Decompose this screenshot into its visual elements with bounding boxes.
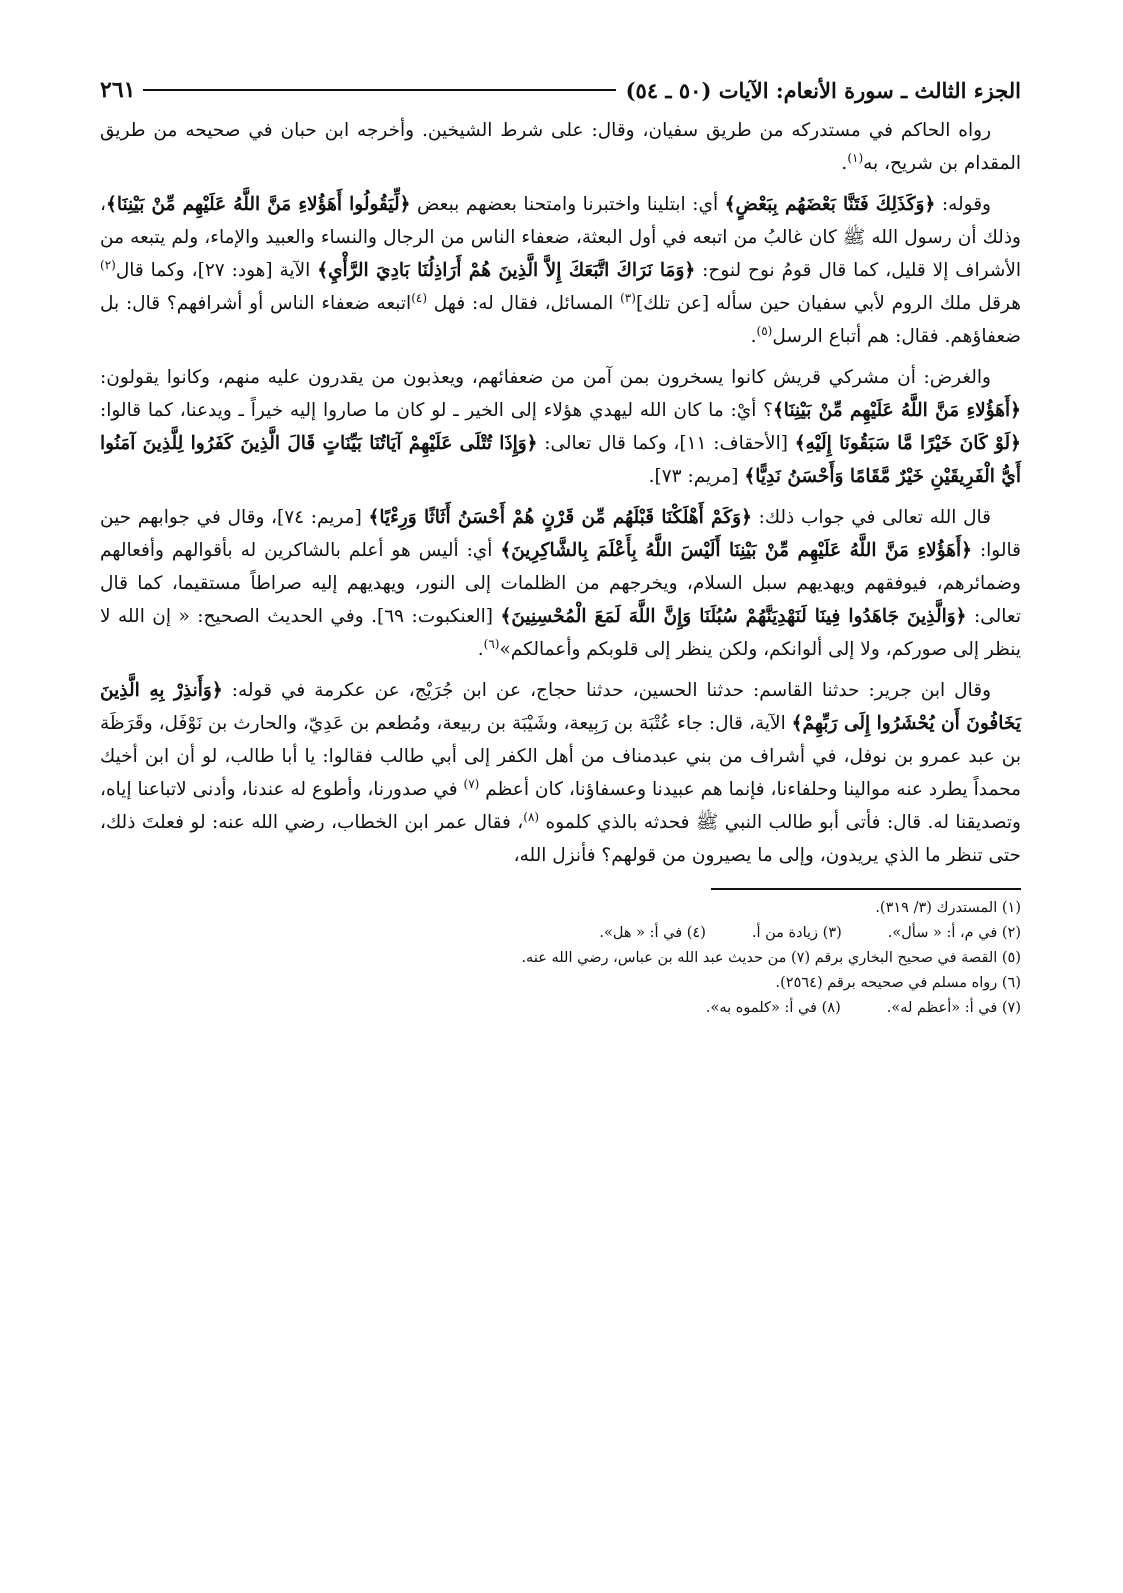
text-run: [الأحقاف: ١١]، وكما قال تعالى:	[537, 433, 795, 454]
footnote: (٨) في أ: «كلموه به».	[705, 1000, 841, 1016]
paragraph	[100, 114, 1021, 180]
footnote-row	[100, 971, 1021, 996]
text-run: .	[477, 639, 484, 660]
footnote-marker: (٤)	[411, 290, 428, 305]
text-run: .	[750, 326, 757, 347]
quran-quote: ﴿أَهَؤُلاءِ مَنَّ اللَّهُ عَلَيْهِم مِّنْ بَيْنِنَا أَلَيْسَ اللَّهُ بِأَعْلَمَ بِالشَّاكِرِينَ﴾	[500, 540, 972, 561]
paragraph	[100, 188, 1021, 353]
text-run: المسائل، فقال له: فهل	[427, 293, 621, 314]
paragraph	[100, 674, 1021, 872]
header-rule	[143, 89, 615, 91]
text-run: [مريم: ٧٤]، وقال في جوابهم حين قالوا:	[100, 507, 1021, 561]
footnote-marker: (١)	[847, 150, 864, 165]
footnote: (٣) زيادة من أ.	[751, 925, 842, 941]
footnote-row	[100, 996, 1021, 1021]
paragraph	[100, 361, 1021, 493]
quran-quote: ﴿أَهَؤُلاءِ مَنَّ اللَّهُ عَلَيْهِم مِّنْ بَيْنِنَا﴾	[772, 400, 1021, 421]
text-run: ، وذلك أن رسول الله ﷺ كان غالبُ من اتبعه في أول البعثة، ضعفاء الناس من الرجال والنساء والعبيد والإماء، ولم يتبعه من الأشراف إلا قليل، كما قال قومُ نوح لنوح:	[100, 194, 1022, 281]
body-text	[100, 114, 1021, 872]
text-run: هرقل ملك الروم لأبي سفيان حين سأله [عن تلك]	[635, 293, 1021, 314]
quran-quote: ﴿وَمَا نَرَاكَ اتَّبَعَكَ إِلاَّ الَّذِينَ هُمْ أَرَاذِلُنَا بَادِيَ الرَّأْيِ﴾	[317, 260, 696, 281]
footnote-marker: (٥)	[756, 323, 773, 338]
footnote-marker: (٦)	[483, 636, 500, 651]
book-page	[100, 72, 1021, 1553]
footnote-row	[100, 946, 1021, 971]
text-run: [العنكبوت: ٦٩]. وفي الحديث الصحيح: « إن الله لا ينظر إلى صوركم، ولا إلى ألوانكم، ولكن ينظر إلى قلوبكم وأعمالكم»	[100, 606, 1021, 660]
footnote-row	[100, 896, 1021, 921]
quran-quote: ﴿وَأَنذِرْ بِهِ الَّذِينَ يَخَافُونَ أَن يُحْشَرُوا إِلَى رَبِّهِمْ﴾	[100, 680, 1021, 734]
text-run: قال الله تعالى في جواب ذلك:	[751, 507, 992, 528]
footnotes	[100, 896, 1021, 1021]
paragraph	[100, 501, 1021, 666]
text-run: والغرض: أن مشركي قريش كانوا يسخرون بمن آمن من ضعفائهم، ويعذبون من يقدرون عليه منهم، وكانوا يقولون:	[100, 367, 991, 388]
text-run: [مريم: ٧٣].	[648, 466, 745, 487]
quran-quote: ﴿لِّيَقُولُوا أَهَؤُلاءِ مَنَّ اللَّهُ عَلَيْهِم مِّنْ بَيْنِنَا﴾	[105, 194, 411, 215]
text-run: رواه الحاكم في مستدركه من طريق سفيان، وقال: على شرط الشيخين. وأخرجه ابن حبان في صحيحه من طريق المقدام بن شريح، به	[100, 120, 1021, 174]
footnote: (٥) القصة في صحيح البخاري برقم (٧) من حديث عبد الله بن عباس، رضي الله عنه.	[521, 950, 1021, 966]
text-run: وقال ابن جرير: حدثنا القاسم: حدثنا الحسين، حدثنا حجاج، عن ابن جُرَيْج، عن عكرمة في قوله:	[222, 680, 992, 701]
footnote-row	[100, 921, 1021, 946]
text-run: في صدورنا، وأطوع له عندنا، وأدنى لاتباعنا إياه، وتصديقنا له. قال: فأتى أبو طالب النبي ﷺ فحدثه بالذي كلموه	[100, 779, 1021, 833]
text-run: الآية [هود: ٢٧]، وكما قال	[115, 260, 318, 281]
text-run: الآية، قال: جاء عُتْبَة بن رَبِيعة، وشَيْبَة بن ربيعة، ومُطعم بن عَدِيّ، والحارث بن نَوْفَل، وقَرَظَة بن عبد عمرو بن نوفل، في أشراف من بني عبدمناف من أهل الكفر إلى أبي طالب فقالوا: يا أبا طالب، لو أن ابن أخيك محمداً يطرد عنه موالينا وحلفاءنا، فإنما هم عبيدنا وعسفاؤنا، كان أعظم	[100, 713, 1021, 800]
footnote: (٦) رواه مسلم في صحيحه برقم (٢٥٦٤).	[775, 975, 1021, 991]
quran-quote: ﴿لَوْ كَانَ خَيْرًا مَّا سَبَقُونَا إِلَيْهِ﴾	[794, 433, 1021, 454]
text-run: اتبعه ضعفاء الناس أو أشرافهم؟ قال: بل ضعفاؤهم. فقال: هم أتباع الرسل	[100, 293, 1021, 347]
footnote: (٤) في أ: « هل».	[599, 925, 706, 941]
footnote-marker: (٨)	[523, 809, 540, 824]
text-run: .	[841, 153, 848, 174]
footnote-marker: (٧)	[463, 776, 480, 791]
footnote-rule	[711, 888, 1021, 890]
text-run: أي: أليس هو أعلم بالشاكرين له بأقوالهم وأفعالهم وضمائرهم، فيوفقهم ويهديهم سبل السلام، ويخرجهم من الظلمات إلى النور، ويهديهم إليه صراطاً مستقيما، كما قال تعالى:	[100, 540, 1021, 627]
text-run: ؟ أيْ: ما كان الله ليهدي هؤلاء إلى الخير ـ لو كان ما صاروا إليه خيراً ـ ويدعنا، كما قالوا:	[100, 400, 773, 421]
text-run: أي: ابتلينا واختبرنا وامتحنا بعضهم ببعض	[410, 194, 725, 215]
quran-quote: ﴿وَالَّذِينَ جَاهَدُوا فِينَا لَنَهْدِيَنَّهُمْ سُبُلَنَا وَإِنَّ اللَّهَ لَمَعَ الْمُحْسِنِينَ﴾	[500, 606, 967, 627]
running-header	[100, 72, 1021, 108]
footnote: (٢) في م، أ: « سأل».	[887, 925, 1021, 941]
quran-quote: ﴿وَكَمْ أَهْلَكْنَا قَبْلَهُم مِّن قَرْنٍ هُمْ أَحْسَنُ أَثَاثًا وَرِءْيًا﴾	[368, 507, 752, 528]
footnote: (٧) في أ: «أعظم له».	[886, 1000, 1021, 1016]
quran-quote: ﴿وَكَذَلِكَ فَتَنَّا بَعْضَهُم بِبَعْضٍ﴾	[724, 194, 936, 215]
footnote: (١) المستدرك (٣/ ٣١٩).	[875, 900, 1021, 916]
text-run: وقوله:	[935, 194, 991, 215]
text-run: ، فقال عمر ابن الخطاب، رضي الله عنه: لو فعلتَ ذلك، حتى تنظر ما الذي يريدون، وإلى ما يصيرون من قولهم؟ فأنزل الله،	[100, 812, 1021, 866]
page-number: ٢٦١	[100, 77, 136, 103]
chapter-title: الجزء الثالث ـ سورة الأنعام: الآيات (٥٠ ـ ٥٤)	[625, 77, 1021, 103]
quran-quote: ﴿وَإِذَا تُتْلَى عَلَيْهِمْ آيَاتُنَا بَيِّنَاتٍ قَالَ الَّذِينَ كَفَرُوا لِلَّذِينَ آمَنُوا أَيُّ الْفَرِيقَيْنِ خَيْرٌ مَّقَامًا وَأَحْسَنُ نَدِيًّا﴾	[100, 433, 1021, 487]
footnote-marker: (٢)	[100, 257, 116, 272]
footnote-marker: (٣)	[620, 290, 636, 305]
